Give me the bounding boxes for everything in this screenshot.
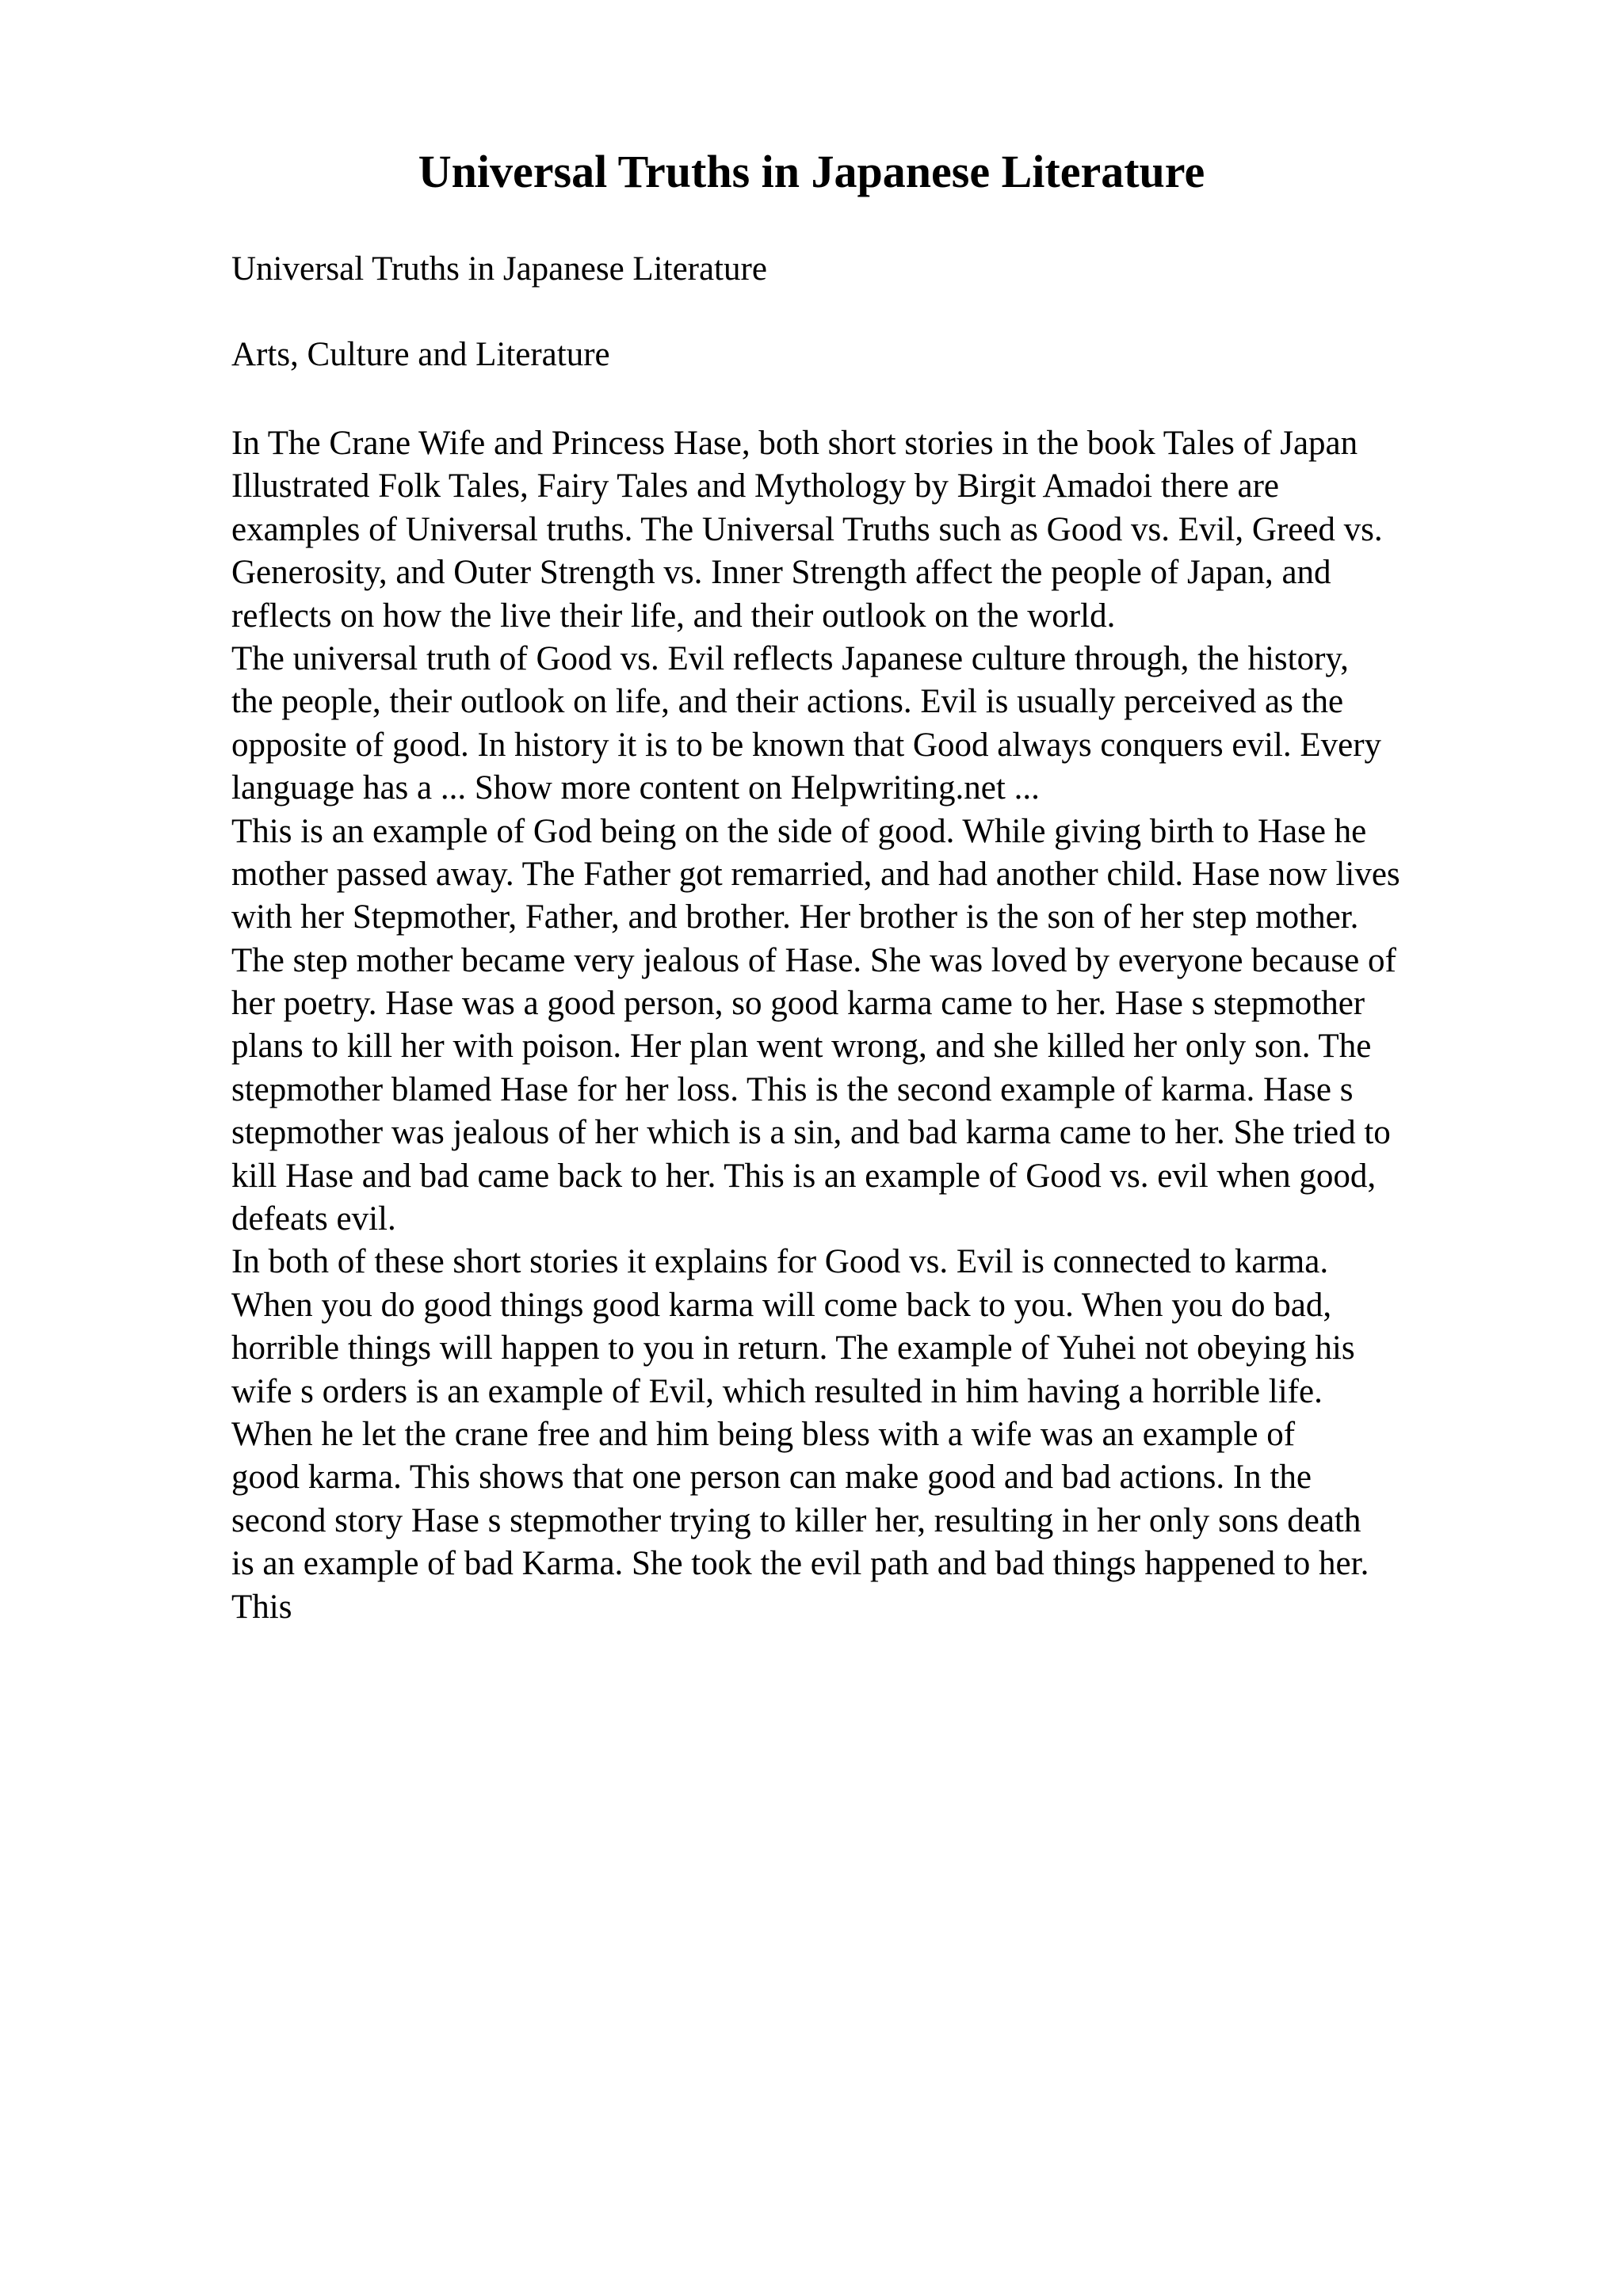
text-line: her poetry. Hase was a good person, so good karma came to her. Hase s stepmother — [231, 985, 1365, 1023]
text-line: horrible things will happen to you in return. The example of Yuhei not obeying his — [231, 1329, 1355, 1367]
document-category: Arts, Culture and Literature — [231, 336, 610, 373]
text-line: defeats evil. — [231, 1200, 396, 1238]
text-line: This — [231, 1588, 292, 1626]
text-line: reflects on how the live their life, and their outlook on the world. — [231, 597, 1116, 635]
text-line: opposite of good. In history it is to be known that Good always conquers evil. Every — [231, 726, 1382, 764]
text-line: Illustrated Folk Tales, Fairy Tales and Mythology by Birgit Amadoi there are — [231, 467, 1279, 505]
text-line: examples of Universal truths. The Universal Truths such as Good vs. Evil, Greed vs. — [231, 510, 1383, 548]
text-line: wife s orders is an example of Evil, which resulted in him having a horrible life. — [231, 1372, 1323, 1410]
text-line: the people, their outlook on life, and their actions. Evil is usually perceived as the — [231, 683, 1344, 721]
text-line: In both of these short stories it explains for Good vs. Evil is connected to karma. — [231, 1243, 1329, 1281]
paragraph-intro — [231, 422, 1594, 638]
paragraph-karma-conclusion — [231, 1241, 1594, 1629]
paragraph-good-vs-evil — [231, 638, 1594, 810]
text-line: good karma. This shows that one person can make good and bad actions. In the — [231, 1459, 1312, 1497]
document-subtitle: Universal Truths in Japanese Literature — [231, 250, 767, 288]
text-line: is an example of bad Karma. She took the evil path and bad things happened to her. — [231, 1545, 1369, 1583]
text-line: Generosity, and Outer Strength vs. Inner Strength affect the people of Japan, and — [231, 554, 1331, 592]
text-line: In The Crane Wife and Princess Hase, both short stories in the book Tales of Japan — [231, 425, 1358, 462]
text-line: language has a ... Show more content on Helpwriting.net ... — [231, 769, 1040, 807]
text-line: This is an example of God being on the side of good. While giving birth to Hase he — [231, 812, 1367, 850]
text-line: When he let the crane free and him being bless with a wife was an example of — [231, 1415, 1296, 1453]
text-line: stepmother blamed Hase for her loss. This is the second example of karma. Hase s — [231, 1070, 1354, 1108]
text-line: The universal truth of Good vs. Evil reflects Japanese culture through, the history, — [231, 639, 1349, 677]
paragraph-hase-story — [231, 810, 1594, 1241]
document-body — [231, 422, 1594, 1629]
text-line: mother passed away. The Father got remarried, and had another child. Hase now lives — [231, 855, 1400, 893]
text-line: kill Hase and bad came back to her. This is an example of Good vs. evil when good, — [231, 1157, 1377, 1195]
document-title: Universal Truths in Japanese Literature — [418, 146, 1205, 197]
text-line: stepmother was jealous of her which is a sin, and bad karma came to her. She tried to — [231, 1114, 1391, 1152]
text-line: second story Hase s stepmother trying to killer her, resulting in her only sons death — [231, 1501, 1361, 1539]
text-line: plans to kill her with poison. Her plan went wrong, and she killed her only son. The — [231, 1028, 1372, 1066]
text-line: When you do good things good karma will come back to you. When you do bad, — [231, 1286, 1332, 1324]
text-line: The step mother became very jealous of Hase. She was loved by everyone because of — [231, 941, 1396, 979]
text-line: with her Stepmother, Father, and brother. Her brother is the son of her step mother. — [231, 898, 1359, 936]
